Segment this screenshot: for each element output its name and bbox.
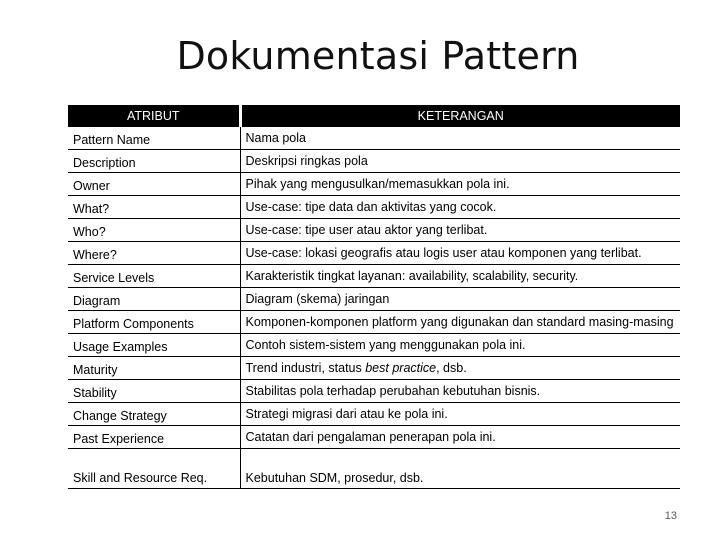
table-row bbox=[68, 219, 680, 242]
description-emphasis: best practice bbox=[365, 361, 437, 375]
table-row bbox=[68, 334, 680, 357]
attribute-cell: Owner bbox=[68, 173, 240, 196]
slide-title: Dokumentasi Pattern bbox=[176, 34, 580, 78]
table-row bbox=[68, 127, 680, 150]
description-cell: Deskripsi ringkas pola bbox=[240, 150, 680, 173]
description-cell: Use-case: lokasi geografis atau logis user atau komponen yang terlibat. bbox=[240, 242, 680, 265]
description-cell: Komponen-komponen platform yang digunakan dan standard masing-masing bbox=[240, 311, 680, 334]
attribute-cell: Platform Components bbox=[68, 311, 240, 334]
description-cell: Strategi migrasi dari atau ke pola ini. bbox=[240, 403, 680, 426]
description-cell: Contoh sistem-sistem yang menggunakan pola ini. bbox=[240, 334, 680, 357]
description-cell: Catatan dari pengalaman penerapan pola ini. bbox=[240, 426, 680, 449]
attribute-cell: Diagram bbox=[68, 288, 240, 311]
description-cell: Nama pola bbox=[240, 127, 680, 150]
attribute-cell: Pattern Name bbox=[68, 127, 240, 150]
attribute-cell: Maturity bbox=[68, 357, 240, 380]
attribute-cell: Who? bbox=[68, 219, 240, 242]
documentation-table bbox=[68, 105, 680, 489]
description-cell: Karakteristik tingkat layanan: availability, scalability, security. bbox=[240, 265, 680, 288]
attribute-cell: Past Experience bbox=[68, 426, 240, 449]
attribute-cell: What? bbox=[68, 196, 240, 219]
attribute-cell: Stability bbox=[68, 380, 240, 403]
table-row bbox=[68, 426, 680, 449]
table-row bbox=[68, 380, 680, 403]
table-row bbox=[68, 357, 680, 380]
table-row bbox=[68, 150, 680, 173]
table-row bbox=[68, 288, 680, 311]
description-cell: Pihak yang mengusulkan/memasukkan pola ini. bbox=[240, 173, 680, 196]
description-cell bbox=[240, 357, 680, 380]
attribute-cell: Description bbox=[68, 150, 240, 173]
attribute-cell: Usage Examples bbox=[68, 334, 240, 357]
table-row bbox=[68, 196, 680, 219]
attribute-cell: Where? bbox=[68, 242, 240, 265]
table-row bbox=[68, 265, 680, 288]
table-row bbox=[68, 242, 680, 265]
description-text: Trend industri, status bbox=[245, 361, 366, 375]
table-row bbox=[68, 173, 680, 196]
table-row bbox=[68, 311, 680, 334]
table-row bbox=[68, 403, 680, 426]
table-header-row bbox=[68, 105, 680, 127]
attribute-cell: Service Levels bbox=[68, 265, 240, 288]
description-cell: Diagram (skema) jaringan bbox=[240, 288, 680, 311]
header-keterangan: KETERANGAN bbox=[240, 105, 680, 127]
table-row bbox=[68, 449, 680, 489]
description-cell: Use-case: tipe data dan aktivitas yang cocok. bbox=[240, 196, 680, 219]
header-atribut: ATRIBUT bbox=[68, 105, 240, 127]
attribute-cell: Change Strategy bbox=[68, 403, 240, 426]
attribute-cell: Skill and Resource Req. bbox=[68, 449, 240, 489]
description-cell: Kebutuhan SDM, prosedur, dsb. bbox=[240, 449, 680, 489]
description-cell: Stabilitas pola terhadap perubahan kebutuhan bisnis. bbox=[240, 380, 680, 403]
page-number: 13 bbox=[664, 510, 677, 522]
description-cell: Use-case: tipe user atau aktor yang terlibat. bbox=[240, 219, 680, 242]
description-text: , dsb. bbox=[436, 361, 467, 375]
